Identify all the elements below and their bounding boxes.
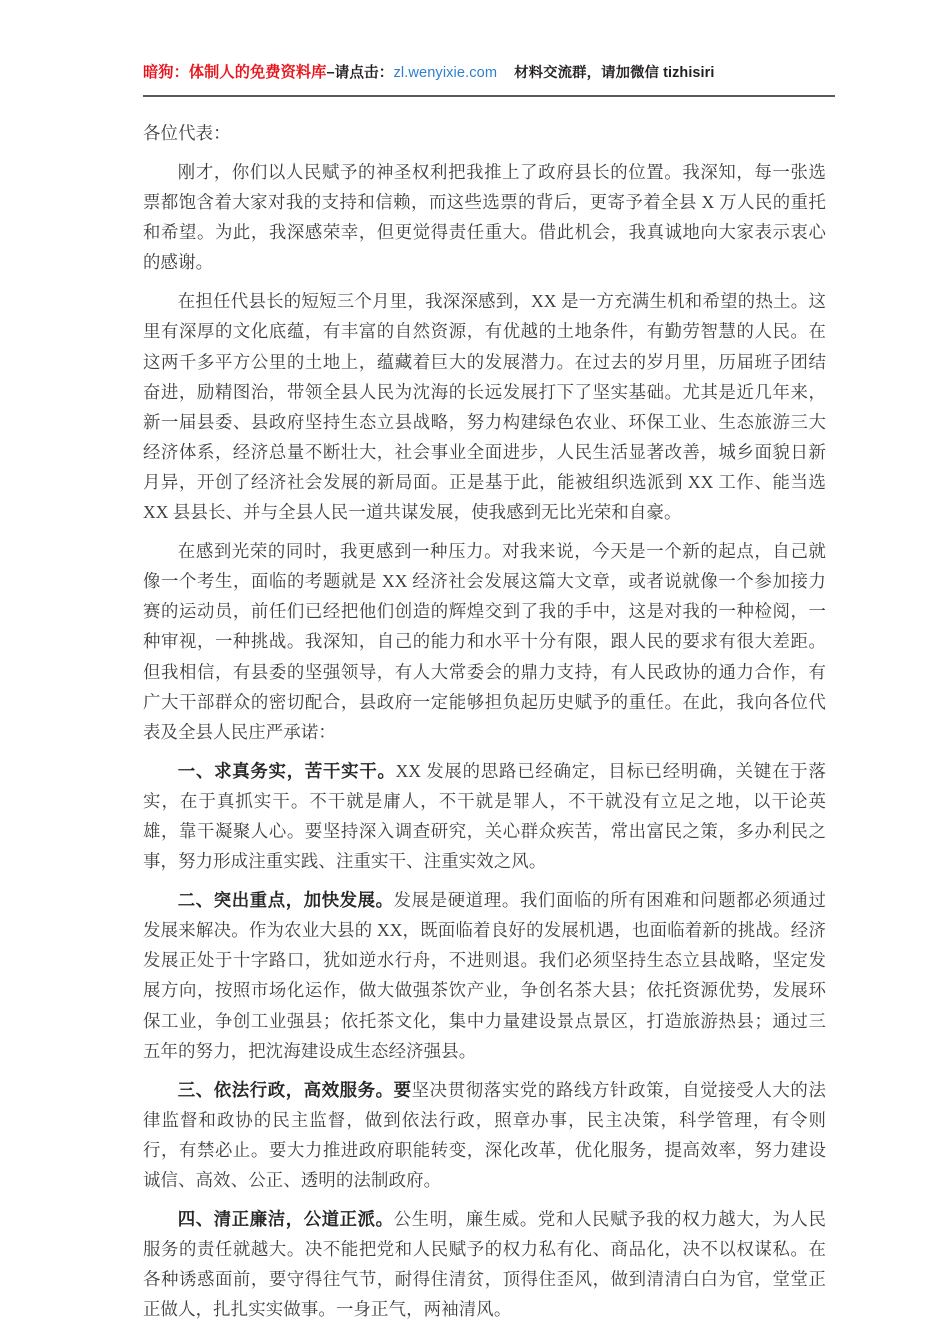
- section-4-body: 公生明，廉生威。党和人民赋予我的权力越大，为人民服务的责任就越大。决不能把党和人民赋予的权力私有化、商品化，决不以权谋私。在各种诱惑面前，要守得往气节，耐得住清贫，顶得住歪风，做到清清白白为官，堂堂正正做人，扎扎实实做事。一身正气，两袖清风。: [143, 1209, 827, 1320]
- section-3-body: 坚决贯彻落实党的路线方针政策，自觉接受人大的法律监督和政协的民主监督，做到依法行政，照章办事，民主决策，科学管理，有令则行，有禁必止。要大力推进政府职能转变，深化改革，优化服务，提高效率，努力建设诚信、高效、公正、透明的法制政府。: [143, 1079, 826, 1190]
- promo-brand-text: 暗狗：体制人的免费资料库: [143, 64, 327, 81]
- section-2-body: 发展是硬道理。我们面临的所有困难和问题都必须通过发展来解决。作为农业大县的 XX，既面临着良好的发展机遇，也面临着新的挑战。经济发展正处于十字路口，犹如逆水行舟，不进则退。我们必须坚持生态立县战略，坚定发展方向，按照市场化运作，做大做强茶饮产业，争创名茶大县；依托资源优势，发展环保工业，争创工业强县；依托茶文化，集中力量建设景点景区，打造旅游热县；通过三五年的努力，把沈海建设成生态经济强县。: [143, 890, 827, 1061]
- header-divider-rule: [143, 95, 835, 97]
- document-body: [143, 118, 826, 1324]
- promo-header: [143, 62, 835, 87]
- salutation: 各位代表：: [143, 123, 231, 143]
- section-3: [143, 1075, 826, 1195]
- promo-click-label: –请点击：: [326, 65, 394, 81]
- promo-wechat-text: 材料交流群，请加微信 tizhisiri: [514, 65, 715, 81]
- section-2-heading: 二、突出重点，加快发展。: [177, 890, 394, 911]
- section-4: [143, 1204, 826, 1324]
- section-2: [143, 885, 826, 1066]
- section-3-heading: 三、依法行政，高效服务。要: [177, 1079, 412, 1100]
- section-1-heading: 一、求真务实，苦干实干。: [177, 760, 396, 781]
- section-4-heading: 四、清正廉洁，公道正派。: [177, 1209, 394, 1230]
- section-1-body: XX 发展的思路已经确定，目标已经明确，关键在于落实，在于真抓实干。不干就是庸人，不干就是罪人，不干就没有立足之地，以干论英雄，靠干凝聚人心。要坚持深入调查研究，关心群众疾苦，常出富民之策，多办利民之事，努力形成注重实践、注重实干、注重实效之风。: [143, 760, 827, 872]
- paragraph-2: 在担任代县长的短短三个月里，我深深感到，XX 是一方充满生机和希望的热土。这里有深厚的文化底蕴，有丰富的自然资源，有优越的土地条件，有勤劳智慧的人民。在这两千多平方公里的土地上，蕴藏着巨大的发展潜力。在过去的岁月里，历届班子团结奋进，励精图治，带领全县人民为沈海的长远发展打下了坚实基础。尤其是近几年来，新一届县委、县政府坚持生态立县战略，努力构建绿色农业、环保工业、生态旅游三大经济体系，经济总量不断壮大，社会事业全面进步，人民生活显著改善，城乡面貌日新月异，开创了经济社会发展的新局面。正是基于此，能被组织选派到 XX 工作、能当选 XX 县县长、并与全县人民一道共谋发展，使我感到无比光荣和自豪。: [143, 291, 826, 523]
- paragraph-1: 刚才，你们以人民赋予的神圣权利把我推上了政府县长的位置。我深知，每一张选票都饱含着大家对我的支持和信赖，而这些选票的背后，更寄予着全县 X 万人民的重托和希望。为此，我深感荣幸，但更觉得责任重大。借此机会，我真诚地向大家表示衷心的感谢。: [143, 162, 826, 273]
- paragraph-3: 在感到光荣的同时，我更感到一种压力。对我来说，今天是一个新的起点，自己就像一个考生，面临的考题就是 XX 经济社会发展这篇大文章，或者说就像一个参加接力赛的运动员，前任们已经把他们创造的辉煌交到了我的手中，这是对我的一种检阅，一种审视，一种挑战。我深知，自己的能力和水平十分有限，跟人民的要求有很大差距。但我相信，有县委的坚强领导，有人大常委会的鼎力支持，有人民政协的通力合作，有广大干部群众的密切配合，县政府一定能够担负起历史赋予的重任。在此，我向各位代表及全县人民庄严承诺：: [143, 541, 826, 742]
- section-1: [143, 756, 826, 876]
- promo-site-link[interactable]: zl.wenyixie.com: [393, 65, 498, 81]
- promo-header-line: [143, 62, 835, 87]
